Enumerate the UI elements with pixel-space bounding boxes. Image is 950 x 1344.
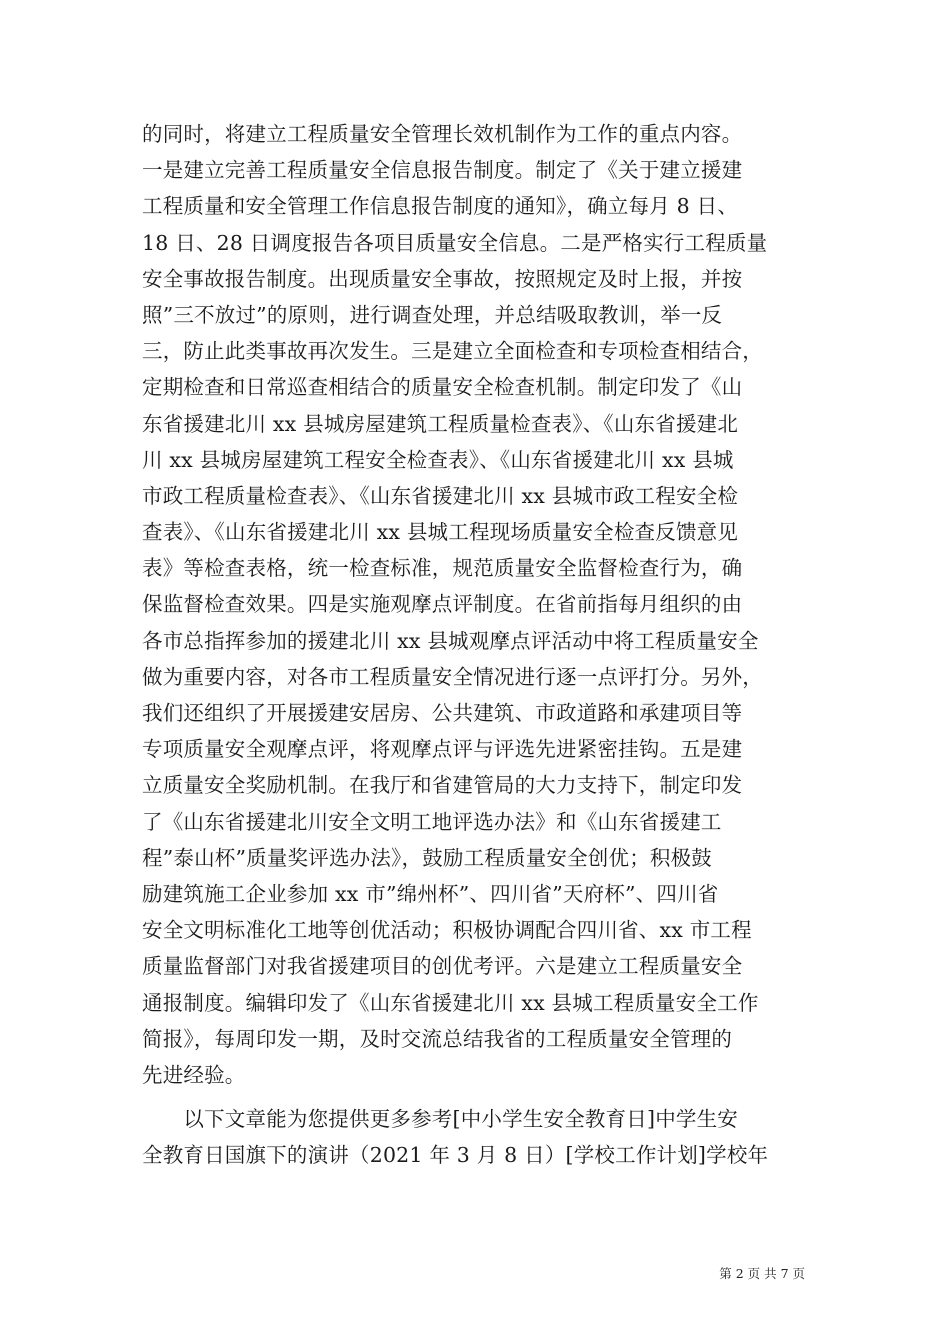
text-line: 安全文明标准化工地等创优活动；积极协调配合四川省、xx 市工程 bbox=[142, 918, 752, 943]
text-line: 东省援建北川 xx 县城房屋建筑工程质量检查表》、《山东省援建北 bbox=[142, 411, 739, 436]
text-line: 以下文章能为您提供更多参考[中小学生安全教育日]中学生安 bbox=[142, 1107, 738, 1132]
text-line: 三，防止此类事故再次发生。三是建立全面检查和专项检查相结合， bbox=[142, 339, 763, 364]
document-body bbox=[142, 116, 822, 1173]
text-line: 简报》，每周印发一期，及时交流总结我省的工程质量安全管理的 bbox=[142, 1026, 733, 1051]
text-line: 我们还组织了开展援建安居房、公共建筑、市政道路和承建项目等 bbox=[142, 701, 743, 725]
text-line: 表》等检查表格，统一检查标准，规范质量安全监督检查行为，确 bbox=[142, 556, 743, 581]
text-line: 专项质量安全观摩点评，将观摩点评与评选先进紧密挂钩。五是建 bbox=[142, 737, 743, 762]
text-line: 质量监督部门对我省援建项目的创优考评。六是建立工程质量安全 bbox=[142, 954, 743, 979]
text-line: 先进经验。 bbox=[142, 1062, 246, 1087]
text-line: 立质量安全奖励机制。在我厅和省建管局的大力支持下，制定印发 bbox=[142, 773, 743, 798]
text-line: 各市总指挥参加的援建北川 xx 县城观摩点评活动中将工程质量安全 bbox=[142, 628, 759, 653]
text-line: 做为重要内容，对各市工程质量安全情况进行逐一点评打分。另外， bbox=[142, 664, 763, 689]
page-number: 第 2 页 共 7 页 bbox=[719, 1266, 805, 1281]
text-line: 照”三不放过”的原则，进行调查处理，并总结吸取教训，举一反 bbox=[142, 302, 723, 327]
paragraph-1 bbox=[142, 116, 822, 1093]
paragraph-2 bbox=[142, 1101, 822, 1173]
text-line: 市政工程质量检查表》、《山东省援建北川 xx 县城市政工程安全检 bbox=[142, 483, 739, 508]
text-line: 川 xx 县城房屋建筑工程安全检查表》、《山东省援建北川 xx 县城 bbox=[142, 447, 734, 472]
text-line: 通报制度。编辑印发了《山东省援建北川 xx 县城工程质量安全工作 bbox=[142, 990, 759, 1015]
text-line: 保监督检查效果。四是实施观摩点评制度。在省前指每月组织的由 bbox=[142, 592, 743, 617]
text-line: 程”泰山杯”质量奖评选办法》，鼓励工程质量安全创优；积极鼓 bbox=[142, 845, 713, 870]
paragraph-spacer bbox=[142, 1093, 822, 1101]
text-line: 查表》、《山东省援建北川 xx 县城工程现场质量安全检查反馈意见 bbox=[142, 520, 739, 545]
text-line: 定期检查和日常巡查相结合的质量安全检查机制。制定印发了《山 bbox=[142, 375, 743, 400]
text-line: 励建筑施工企业参加 xx 市”绵州杯”、四川省”天府杯”、四川省 bbox=[142, 881, 719, 906]
text-line: 18 日、28 日调度报告各项目质量安全信息。二是严格实行工程质量 bbox=[142, 230, 768, 255]
text-line: 了《山东省援建北川安全文明工地评选办法》和《山东省援建工 bbox=[142, 809, 722, 834]
text-line: 的同时，将建立工程质量安全管理长效机制作为工作的重点内容。 bbox=[142, 122, 743, 146]
text-line: 全教育日国旗下的演讲（2021 年 3 月 8 日）[学校工作计划]学校年 bbox=[142, 1143, 769, 1168]
text-line: 一是建立完善工程质量安全信息报告制度。制定了《关于建立援建 bbox=[142, 158, 743, 183]
text-line: 安全事故报告制度。出现质量安全事故，按照规定及时上报，并按 bbox=[142, 266, 743, 291]
text-line: 工程质量和安全管理工作信息报告制度的通知》，确立每月 8 日、 bbox=[142, 194, 739, 219]
